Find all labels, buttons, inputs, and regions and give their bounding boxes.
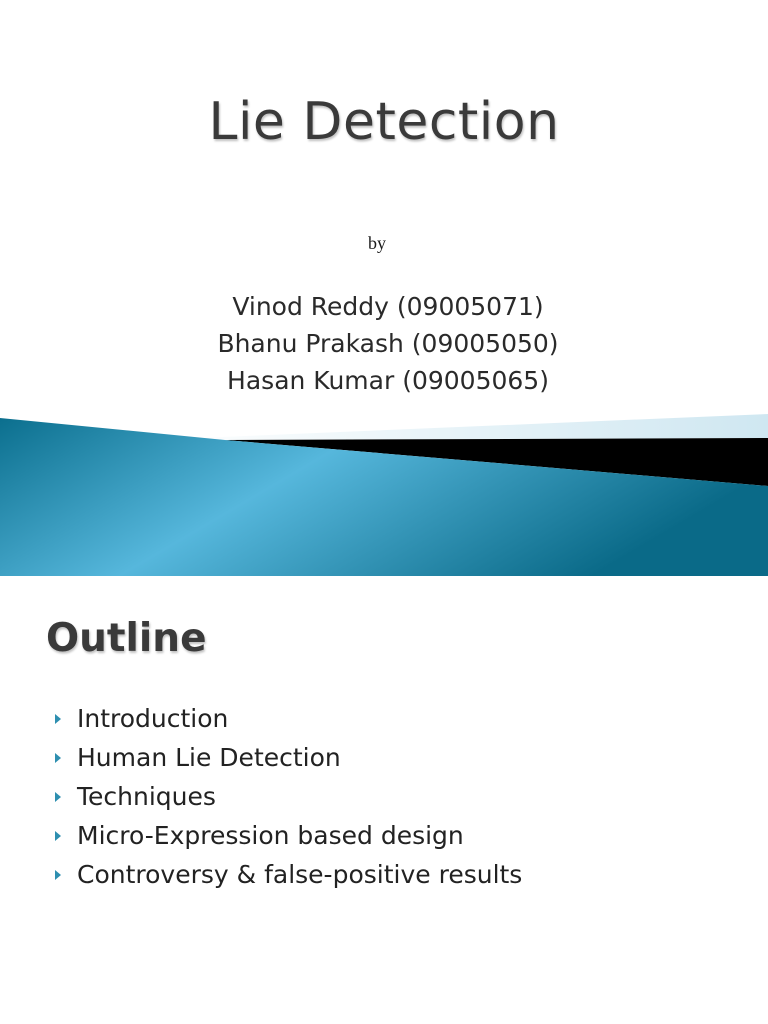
list-item-text: Controversy & false-positive results [77,860,523,889]
triangle-bullet-icon [55,714,61,724]
list-item [55,855,522,894]
list-item-text: Techniques [77,782,216,811]
triangle-bullet-icon [55,870,61,880]
author-list [0,288,768,399]
list-item-text: Human Lie Detection [77,743,341,772]
list-item [55,738,522,777]
slide-title: Lie Detection [208,92,560,152]
list-item-text: Micro-Expression based design [77,821,464,850]
outline-list [55,699,522,894]
author-name: Bhanu Prakash (09005050) [217,329,559,358]
triangle-bullet-icon [55,792,61,802]
list-item [55,816,522,855]
by-label: by [368,233,386,253]
list-item [55,699,522,738]
author-name: Hasan Kumar (09005065) [227,366,549,395]
list-item [55,777,522,816]
outline-heading: Outline [46,616,207,661]
author-name: Vinod Reddy (09005071) [232,292,544,321]
triangle-bullet-icon [55,753,61,763]
triangle-bullet-icon [55,831,61,841]
light-stripe [150,414,768,440]
outline-slide [0,576,768,1024]
decorative-band [0,400,768,576]
list-item-text: Introduction [77,704,229,733]
